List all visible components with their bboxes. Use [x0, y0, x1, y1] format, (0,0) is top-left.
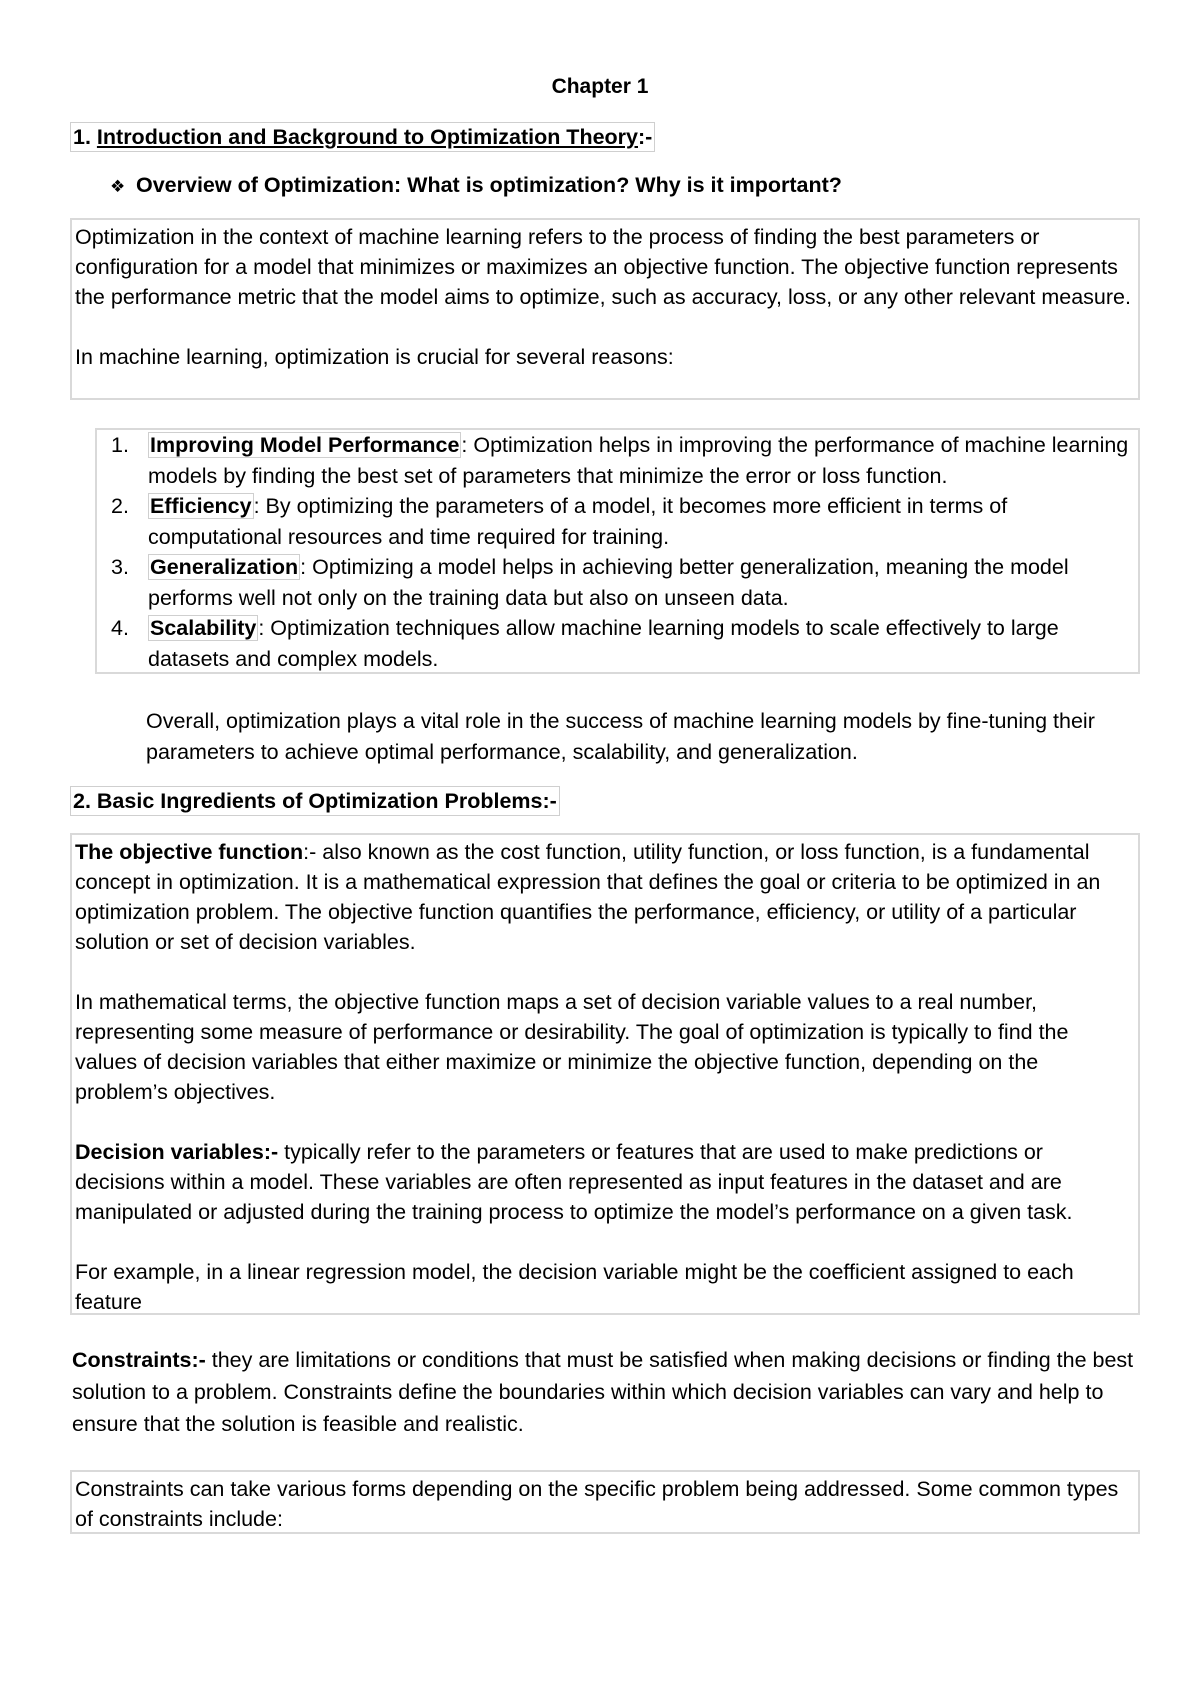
decision-text: typically refer to the parameters or features that are used to make predictions or decisions within a model. These variables are often represented as input features in the dataset and are manipulated or adjusted during the training process to optimize the model’s performance on a given task. — [75, 1140, 1073, 1224]
section-1-suffix: :- — [638, 125, 653, 149]
section-2-heading: 2. Basic Ingredients of Optimization Problems:- — [70, 786, 560, 816]
overview-heading — [110, 170, 842, 202]
decision-paragraph — [75, 1137, 1135, 1227]
list-item-term: Efficiency — [150, 494, 252, 518]
paragraph-gap — [75, 1227, 1135, 1257]
reasons-list — [97, 430, 1138, 674]
paragraph-gap — [75, 957, 1135, 987]
objective-math-paragraph: In mathematical terms, the objective function maps a set of decision variable values to a real number, representing some measure of performance or desirability. The goal of optimization is typically to find the values of decision variables that either maximize or minimize the objective function, depending on the problem’s objectives. — [75, 990, 1069, 1104]
constraints-text: they are limitations or conditions that must be satisfied when making decisions or finding the best solution to a problem. Constraints define the boundaries within which decision variables can vary and help to ensure that the solution is feasible and realistic. — [72, 1348, 1134, 1436]
constraints-term: Constraints:- — [72, 1348, 206, 1372]
ingredients-box — [70, 833, 1140, 1315]
list-item-number: 4. — [111, 616, 129, 640]
list-item-number: 1. — [111, 433, 129, 457]
list-item-term: Generalization — [150, 555, 299, 579]
reasons-box — [95, 428, 1140, 674]
decision-example: For example, in a linear regression model, the decision variable might be the coefficient assigned to each feature — [75, 1260, 1074, 1314]
list-item — [97, 613, 1138, 674]
list-item-number: 3. — [111, 555, 129, 579]
section-1-heading — [70, 122, 655, 152]
intro-reasons-lead: In machine learning, optimization is crucial for several reasons: — [75, 345, 674, 369]
constraints-types-box — [70, 1470, 1140, 1534]
paragraph-gap — [75, 312, 1135, 342]
list-item-text: : Optimization techniques allow machine learning models to scale effectively to large datasets and complex models. — [148, 616, 1059, 671]
list-item-text: : Optimization helps in improving the performance of machine learning models by finding the best set of parameters that minimize the error or loss function. — [148, 433, 1129, 488]
diamond-bullet-icon: ❖ — [110, 177, 126, 196]
list-item — [97, 552, 1138, 613]
objective-text: :- also known as the cost function, utility function, or loss function, is a fundamental concept in optimization. It is a mathematical expression that defines the goal or criteria to be optimized in an optimization problem. The objective function quantifies the performance, efficiency, or utility of a particular solution or set of decision variables. — [75, 840, 1101, 954]
overview-heading-text: Overview of Optimization: What is optimization? Why is it important? — [136, 173, 842, 197]
list-item — [97, 491, 1138, 552]
list-item-number: 2. — [111, 494, 129, 518]
intro-paragraph: Optimization in the context of machine learning refers to the process of finding the best parameters or configuration for a model that minimizes or maximizes an objective function. The objective function represents the performance metric that the model aims to optimize, such as accuracy, loss, or any other relevant measure. — [75, 225, 1131, 309]
paragraph-gap — [75, 1107, 1135, 1137]
objective-term: The objective function — [75, 840, 304, 864]
constraints-types-intro: Constraints can take various forms depending on the specific problem being addressed. Some common types of constraints include: — [75, 1477, 1119, 1531]
section-1-number: 1. — [73, 125, 91, 149]
objective-paragraph — [75, 837, 1135, 957]
overall-paragraph: Overall, optimization plays a vital role in the success of machine learning models by fine-tuning their parameters to achieve optimal performance, scalability, and generalization. — [146, 709, 1095, 764]
list-item-term: Scalability — [150, 616, 257, 640]
list-item-term: Improving Model Performance — [150, 433, 460, 457]
list-item-text: : By optimizing the parameters of a model, it becomes more efficient in terms of computational resources and time required for training. — [148, 494, 1008, 549]
decision-term: Decision variables:- — [75, 1140, 279, 1164]
section-1-title: Introduction and Background to Optimization Theory — [96, 125, 638, 149]
list-item — [97, 430, 1138, 491]
intro-box — [70, 218, 1140, 400]
constraints-paragraph — [72, 1344, 1140, 1440]
list-item-text: : Optimizing a model helps in achieving better generalization, meaning the model performs well not only on the training data but also on unseen data. — [148, 555, 1069, 610]
chapter-title: Chapter 1 — [551, 75, 649, 98]
